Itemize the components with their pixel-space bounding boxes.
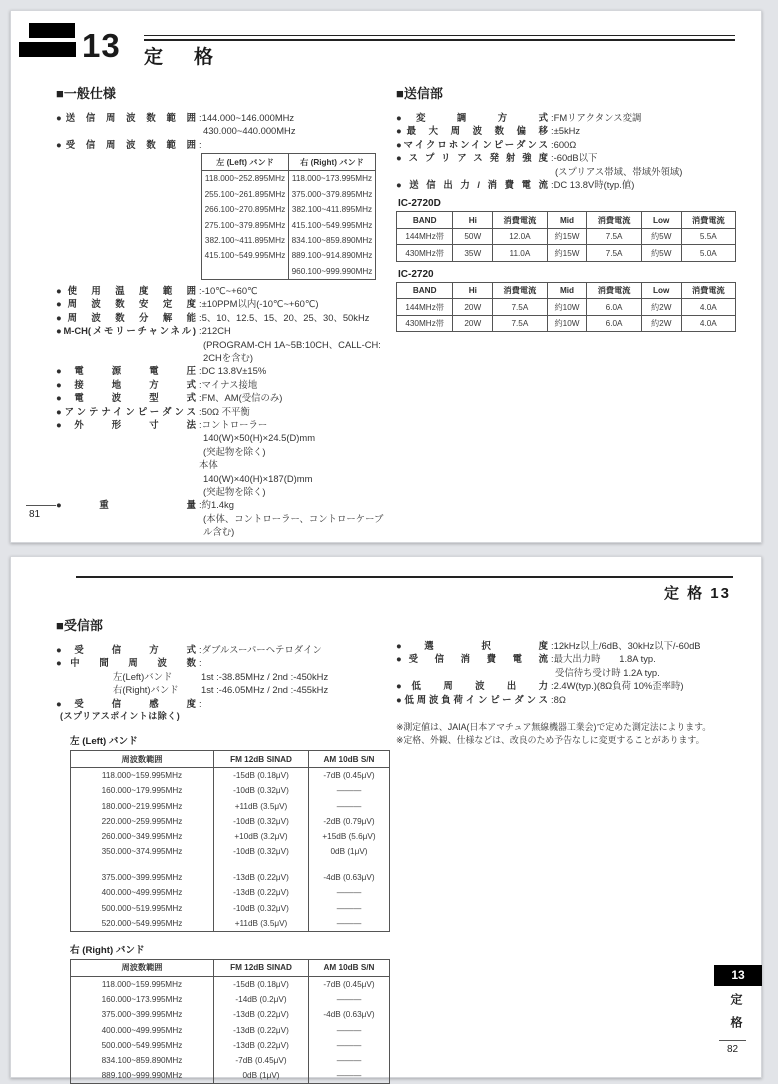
table-row	[397, 228, 736, 245]
table-cell: +11dB (3.5μV)	[214, 798, 309, 813]
spec-value: :	[199, 138, 202, 150]
spec-spurious-emission	[396, 151, 743, 178]
table-cell: -15dB (0.18μV)	[214, 976, 309, 992]
table-cell: ———	[309, 1053, 390, 1068]
table-cell: -10dB (0.32μV)	[214, 783, 309, 798]
table-cell: 375.000~379.895MHz	[289, 187, 376, 202]
table-row	[202, 187, 376, 202]
spec-label: ●送 信 周 波 数 範 囲	[56, 112, 196, 123]
spec-selectivity	[396, 639, 746, 652]
table-cell: -15dB (0.18μV)	[214, 768, 309, 784]
table-cell: +11dB (3.5μV)	[214, 916, 309, 932]
spec-value: 2CHを含む)	[203, 351, 254, 363]
table-cell: 118.000~159.995MHz	[71, 976, 214, 992]
spec-rx-freq-range	[56, 138, 388, 151]
table-header-cell: 消費電流	[587, 212, 641, 229]
table-cell: -13dB (0.22μV)	[214, 1038, 309, 1053]
spec-value: 430.000~440.000MHz	[203, 125, 296, 137]
spec-value: 140(W)×50(H)×24.5(D)mm	[203, 432, 316, 444]
running-header: 定 格 13	[663, 585, 731, 602]
table-cell: 7.5A	[587, 245, 641, 262]
table-cell: -7dB (0.45μV)	[214, 1053, 309, 1068]
table-header-cell: 周波数範囲	[71, 959, 214, 976]
table-row	[202, 217, 376, 232]
table-header-cell: Hi	[453, 282, 493, 299]
table-row	[202, 264, 376, 280]
table-cell	[309, 859, 390, 870]
table-cell: 約5W	[641, 228, 681, 245]
section-heading-general: ■一般仕様	[56, 86, 116, 101]
table-cell: 375.000~399.995MHz	[71, 1007, 214, 1022]
spec-value: :600Ω	[551, 138, 577, 150]
table-header-cell: 左 (Left) バンド	[202, 154, 289, 171]
chapter-header	[144, 35, 735, 69]
table-cell: 220.000~259.995MHz	[71, 814, 214, 829]
table-row	[71, 814, 390, 829]
table-row	[71, 1053, 390, 1068]
table-header-cell: 右 (Right) バンド	[289, 154, 376, 171]
table-header-cell: FM 12dB SINAD	[214, 751, 309, 768]
table-cell: 144MHz帯	[397, 299, 453, 316]
spec-label: ●受 信 感 度	[56, 697, 196, 709]
table-header-cell: 周波数範囲	[71, 751, 214, 768]
table-title-ic2720d: IC-2720D	[398, 198, 441, 210]
table-cell: 5.0A	[681, 245, 735, 262]
spec-freq-stability	[56, 297, 388, 310]
section-heading-receiver: ■受信部	[56, 618, 103, 633]
table-cell: 266.100~270.895MHz	[202, 202, 289, 217]
receiver-spec-column	[56, 615, 388, 1084]
table-cell: ———	[309, 1038, 390, 1053]
spec-label: ●中 間 周 波 数	[56, 657, 196, 669]
spec-label: ●接 地 方 式	[56, 378, 196, 390]
spec-if-frequency	[56, 656, 388, 669]
table-cell: ———	[309, 1022, 390, 1037]
spec-value: :DC 13.8V±15%	[199, 365, 267, 377]
table-cell: 0dB (1μV)	[214, 1068, 309, 1084]
footnote-changes: ※定格、外観、仕様などは、改良のため予告なしに変更することがあります。	[396, 735, 705, 746]
table-cell: 12.0A	[493, 228, 547, 245]
table-header-cell: 消費電流	[681, 282, 735, 299]
chapter-number: 13	[82, 27, 121, 64]
spec-label: ●使 用 温 度 範 囲	[56, 284, 196, 296]
table-cell: 5.5A	[681, 228, 735, 245]
table-row	[202, 248, 376, 263]
spec-value: :±10PPM以内(-10℃~+60℃)	[199, 298, 319, 310]
spec-dimensions	[56, 418, 388, 498]
spec-antenna-impedance	[56, 405, 388, 418]
table-cell: 160.000~179.995MHz	[71, 783, 214, 798]
spec-label: ●低 周 波 出 力	[396, 680, 548, 692]
spec-label: ●外 形 寸 法	[56, 419, 196, 431]
table-cell: 275.100~379.895MHz	[202, 217, 289, 232]
table-row	[71, 1022, 390, 1037]
table-row	[71, 844, 390, 859]
table-cell: 6.0A	[587, 315, 641, 332]
table-cell: 20W	[453, 299, 493, 316]
rx-frequency-range-table	[201, 153, 376, 280]
table-cell: 6.0A	[587, 299, 641, 316]
table-cell: -13dB (0.22μV)	[214, 1007, 309, 1022]
table-cell: ———	[309, 1068, 390, 1084]
spec-value: :マイナス接地	[199, 378, 258, 390]
table-row	[397, 299, 736, 316]
table-header-cell: AM 10dB S/N	[309, 959, 390, 976]
table-title-left-band: 左 (Left) バンド	[70, 736, 138, 748]
chapter-marker-bar-bottom	[19, 42, 76, 57]
table-cell: 35W	[453, 245, 493, 262]
table-cell: -4dB (0.63μV)	[309, 1007, 390, 1022]
spec-value: :-10℃~+60℃	[199, 284, 258, 296]
if-band-value: 1st :-46.05MHz / 2nd :-455kHz	[201, 684, 329, 696]
header-rule-thin	[144, 35, 735, 36]
table-cell: 400.000~499.995MHz	[71, 1022, 214, 1037]
table-row	[397, 245, 736, 262]
table-cell: -13dB (0.22μV)	[214, 870, 309, 885]
table-header-cell: 消費電流	[493, 212, 547, 229]
section-heading-transmitter: ■送信部	[396, 86, 443, 101]
table-cell: 415.100~549.995MHz	[289, 217, 376, 232]
spec-label: ●マイクロホンインピーダンス	[396, 138, 548, 150]
table-header-cell: Mid	[547, 282, 587, 299]
table-cell: -10dB (0.32μV)	[214, 844, 309, 859]
ic2720d-power-table	[396, 211, 736, 262]
table-header-cell: 消費電流	[587, 282, 641, 299]
spec-label: ●低周波負荷インピーダンス	[396, 693, 548, 705]
table-cell: 375.000~399.995MHz	[71, 870, 214, 885]
spec-value: 本体	[199, 459, 218, 471]
table-cell: 118.000~159.995MHz	[71, 768, 214, 784]
spec-max-deviation	[396, 124, 743, 137]
table-header-cell: Mid	[547, 212, 587, 229]
table-row	[71, 768, 390, 784]
table-cell: 7.5A	[587, 228, 641, 245]
table-title-right-band: 右 (Right) バンド	[70, 944, 145, 956]
spec-value: :±5kHz	[551, 125, 581, 137]
table-cell: ———	[309, 783, 390, 798]
spec-value: :コントローラー	[199, 419, 268, 431]
spec-value: :	[199, 657, 202, 669]
table-cell: 0dB (1μV)	[309, 844, 390, 859]
spec-label: ●電 波 型 式	[56, 392, 196, 404]
spec-value: :	[199, 697, 202, 709]
table-row	[202, 171, 376, 187]
spec-tx-power-current	[396, 178, 743, 191]
table-cell: 118.000~173.995MHz	[289, 171, 376, 187]
table-row	[71, 870, 390, 885]
table-cell: -14dB (0.2μV)	[214, 992, 309, 1007]
table-cell: ———	[309, 885, 390, 900]
spec-label: ●スプリアス発射強度	[396, 152, 548, 164]
table-row	[71, 829, 390, 844]
table-cell: 11.0A	[493, 245, 547, 262]
table-cell: 約2W	[641, 299, 681, 316]
table-cell: 430MHz帯	[397, 245, 453, 262]
table-cell: 255.100~261.895MHz	[202, 187, 289, 202]
spec-label: ●周 波 数 安 定 度	[56, 298, 196, 310]
table-row	[397, 315, 736, 332]
table-row	[71, 1038, 390, 1053]
header-rule-thick	[144, 39, 735, 41]
table-cell: 約2W	[641, 315, 681, 332]
if-band-value: 1st :-38.85MHz / 2nd :-450kHz	[201, 670, 329, 682]
table-spacer-row	[71, 859, 390, 870]
spec-label: ●最 大 周 波 数 偏 移	[396, 125, 548, 137]
general-spec-column	[56, 83, 388, 539]
table-header-row	[71, 959, 390, 976]
right-band-sensitivity-table	[70, 959, 390, 1084]
spec-value: :50Ω 不平衡	[199, 405, 250, 417]
spec-rx-sensitivity	[56, 697, 388, 710]
spec-label: ●M-CH(メモリーチャンネル)	[56, 325, 196, 337]
spec-value: :12kHz以上/6dB、30kHz以下/-60dB	[551, 640, 701, 651]
spec-value: (スプリアス帯域、帯域外領域)	[555, 165, 683, 177]
table-cell: ———	[309, 798, 390, 813]
spec-value: :8Ω	[551, 693, 566, 705]
table-cell: 約15W	[547, 228, 587, 245]
spec-value: (突起物を除く)	[203, 445, 266, 457]
spec-freq-resolution	[56, 311, 388, 324]
spec-af-impedance	[396, 693, 746, 706]
spec-value: :5、10、12.5、15、20、25、30、50kHz	[199, 311, 370, 323]
table-cell	[202, 264, 289, 280]
page-number: 81	[26, 505, 56, 520]
table-cell: -13dB (0.22μV)	[214, 1022, 309, 1037]
table-cell	[71, 859, 214, 870]
footnotes	[396, 721, 741, 747]
table-title-ic2720: IC-2720	[398, 268, 434, 280]
table-row	[71, 901, 390, 916]
spec-value: :約1.4kg	[199, 499, 234, 511]
table-cell: 889.100~999.990MHz	[71, 1068, 214, 1084]
spec-label: ●受 信 方 式	[56, 644, 196, 655]
table-cell: 889.100~914.890MHz	[289, 248, 376, 263]
spec-power-voltage	[56, 364, 388, 377]
table-cell: 144MHz帯	[397, 228, 453, 245]
table-header-row	[71, 751, 390, 768]
table-cell: 960.100~999.990MHz	[289, 264, 376, 280]
table-row	[71, 992, 390, 1007]
if-band-name: 左(Left)バンド	[113, 670, 173, 682]
table-row	[202, 233, 376, 248]
spec-af-output	[396, 679, 746, 692]
table-cell: 400.000~499.995MHz	[71, 885, 214, 900]
spec-value: :-60dB以下	[551, 152, 598, 164]
table-row	[71, 798, 390, 813]
table-header-cell: BAND	[397, 282, 453, 299]
table-cell: 520.000~549.995MHz	[71, 916, 214, 932]
table-cell: 430MHz帯	[397, 315, 453, 332]
table-row	[202, 202, 376, 217]
spec-tx-freq-range	[56, 111, 388, 138]
spec-memory-channels	[56, 324, 388, 364]
ic2720-power-table	[396, 282, 736, 333]
table-cell: 4.0A	[681, 315, 735, 332]
table-cell: +10dB (3.2μV)	[214, 829, 309, 844]
spec-label: ●受 信 消 費 電 流	[396, 653, 548, 665]
table-cell: 7.5A	[493, 315, 547, 332]
spec-value: :2.4W(typ.)(8Ω負荷 10%歪率時)	[551, 680, 684, 692]
table-cell: 約15W	[547, 245, 587, 262]
table-header-row	[202, 154, 376, 171]
table-row	[71, 916, 390, 932]
table-cell: 350.000~374.995MHz	[71, 844, 214, 859]
table-cell: 834.100~859.890MHz	[71, 1053, 214, 1068]
table-header-cell: 消費電流	[493, 282, 547, 299]
chapter-title: 定 格	[144, 47, 220, 68]
table-cell: -13dB (0.22μV)	[214, 885, 309, 900]
spec-value: (本体、コントローラー、コントローケーブル含む)	[203, 512, 384, 538]
spec-value: 140(W)×40(H)×187(D)mm	[203, 472, 313, 484]
header-rule	[76, 576, 733, 578]
footnote-jaia: ※測定値は、JAIA(日本アマチュア無線機器工業会)で定めた測定法によります。	[396, 722, 712, 733]
spec-temp-range	[56, 284, 388, 297]
if-right-band-row	[56, 683, 388, 696]
table-cell: -4dB (0.63μV)	[309, 870, 390, 885]
table-cell: 834.100~859.890MHz	[289, 233, 376, 248]
spec-rx-current	[396, 652, 746, 679]
spec-label: ●送信出力/消費電流	[396, 179, 548, 191]
spacer	[396, 615, 746, 639]
table-cell: 500.000~519.995MHz	[71, 901, 214, 916]
table-header-cell: FM 12dB SINAD	[214, 959, 309, 976]
table-cell: -7dB (0.45μV)	[309, 976, 390, 992]
table-cell: 約5W	[641, 245, 681, 262]
spec-label: ●受 信 周 波 数 範 囲	[56, 138, 196, 150]
table-cell: 4.0A	[681, 299, 735, 316]
table-row	[71, 885, 390, 900]
spec-mic-impedance	[396, 138, 743, 151]
spec-label: ●変 調 方 式	[396, 112, 548, 123]
receiver-spec-column-right	[396, 615, 746, 747]
spec-value: :ダブルスーパーヘテロダイン	[199, 644, 322, 655]
table-cell: 7.5A	[493, 299, 547, 316]
page-number: 82	[719, 1040, 746, 1055]
table-cell: 415.100~549.995MHz	[202, 248, 289, 263]
chapter-marker-bar-top	[29, 23, 75, 38]
table-row	[71, 783, 390, 798]
spec-value: 受信待ち受け時 1.2A typ.	[555, 666, 660, 678]
spec-label: ●電 源 電 圧	[56, 365, 196, 377]
table-header-cell: Low	[641, 212, 681, 229]
table-cell: 50W	[453, 228, 493, 245]
table-cell: 260.000~349.995MHz	[71, 829, 214, 844]
table-cell: -10dB (0.32μV)	[214, 814, 309, 829]
table-header-cell: Hi	[453, 212, 493, 229]
spec-value: :212CH	[199, 325, 231, 337]
table-row	[71, 1007, 390, 1022]
table-cell: 118.000~252.895MHz	[202, 171, 289, 187]
table-cell: 20W	[453, 315, 493, 332]
table-cell: 180.000~219.995MHz	[71, 798, 214, 813]
manual-page-82	[10, 556, 762, 1081]
spec-value: :FMリアクタンス変調	[551, 112, 642, 123]
manual-page-81	[10, 10, 762, 543]
spec-modulation	[396, 111, 743, 124]
sensitivity-note: (スプリアスポイントは除く)	[60, 711, 181, 722]
spec-rx-system	[56, 643, 388, 656]
table-cell: 382.100~411.895MHz	[289, 202, 376, 217]
spec-weight	[56, 498, 388, 538]
table-cell: -7dB (0.45μV)	[309, 768, 390, 784]
chapter-side-tab-number: 13	[714, 965, 762, 986]
table-cell: 約10W	[547, 299, 587, 316]
spec-value: :最大出力時 1.8A typ.	[551, 653, 656, 665]
table-cell: 382.100~411.895MHz	[202, 233, 289, 248]
table-header-cell: 消費電流	[681, 212, 735, 229]
spec-label: ●周 波 数 分 解 能	[56, 311, 196, 323]
table-cell: +15dB (5.6μV)	[309, 829, 390, 844]
table-header-cell: AM 10dB S/N	[309, 751, 390, 768]
table-header-cell: Low	[641, 282, 681, 299]
table-cell: ———	[309, 992, 390, 1007]
table-cell: ———	[309, 916, 390, 932]
spec-label: ●アンテナインピーダンス	[56, 405, 196, 417]
spec-label: ●重 量	[56, 499, 196, 511]
table-cell	[214, 859, 309, 870]
table-header-row	[397, 282, 736, 299]
spec-value: (突起物を除く)	[203, 486, 266, 498]
transmitter-spec-column	[396, 83, 743, 332]
if-band-name: 右(Right)バンド	[113, 684, 179, 696]
table-cell: 約10W	[547, 315, 587, 332]
spec-value: :DC 13.8V時(typ.値)	[551, 179, 635, 191]
spec-emission-mode	[56, 391, 388, 404]
table-cell: ———	[309, 901, 390, 916]
table-cell: 160.000~173.995MHz	[71, 992, 214, 1007]
table-header-row	[397, 212, 736, 229]
spec-label: ●選 択 度	[396, 640, 548, 651]
table-row	[71, 976, 390, 992]
table-cell: 500.000~549.995MHz	[71, 1038, 214, 1053]
table-row	[71, 1068, 390, 1084]
left-band-sensitivity-table	[70, 750, 390, 932]
chapter-side-tab-label: 定格	[729, 993, 743, 1039]
spec-value: :144.000~146.000MHz	[199, 112, 295, 123]
spec-grounding	[56, 378, 388, 391]
table-cell: -2dB (0.79μV)	[309, 814, 390, 829]
spec-value: :FM、AM(受信のみ)	[199, 392, 283, 404]
if-left-band-row	[56, 670, 388, 683]
table-cell: -10dB (0.32μV)	[214, 901, 309, 916]
table-header-cell: BAND	[397, 212, 453, 229]
spec-value: (PROGRAM-CH 1A~5B:10CH、CALL-CH:	[203, 338, 381, 350]
